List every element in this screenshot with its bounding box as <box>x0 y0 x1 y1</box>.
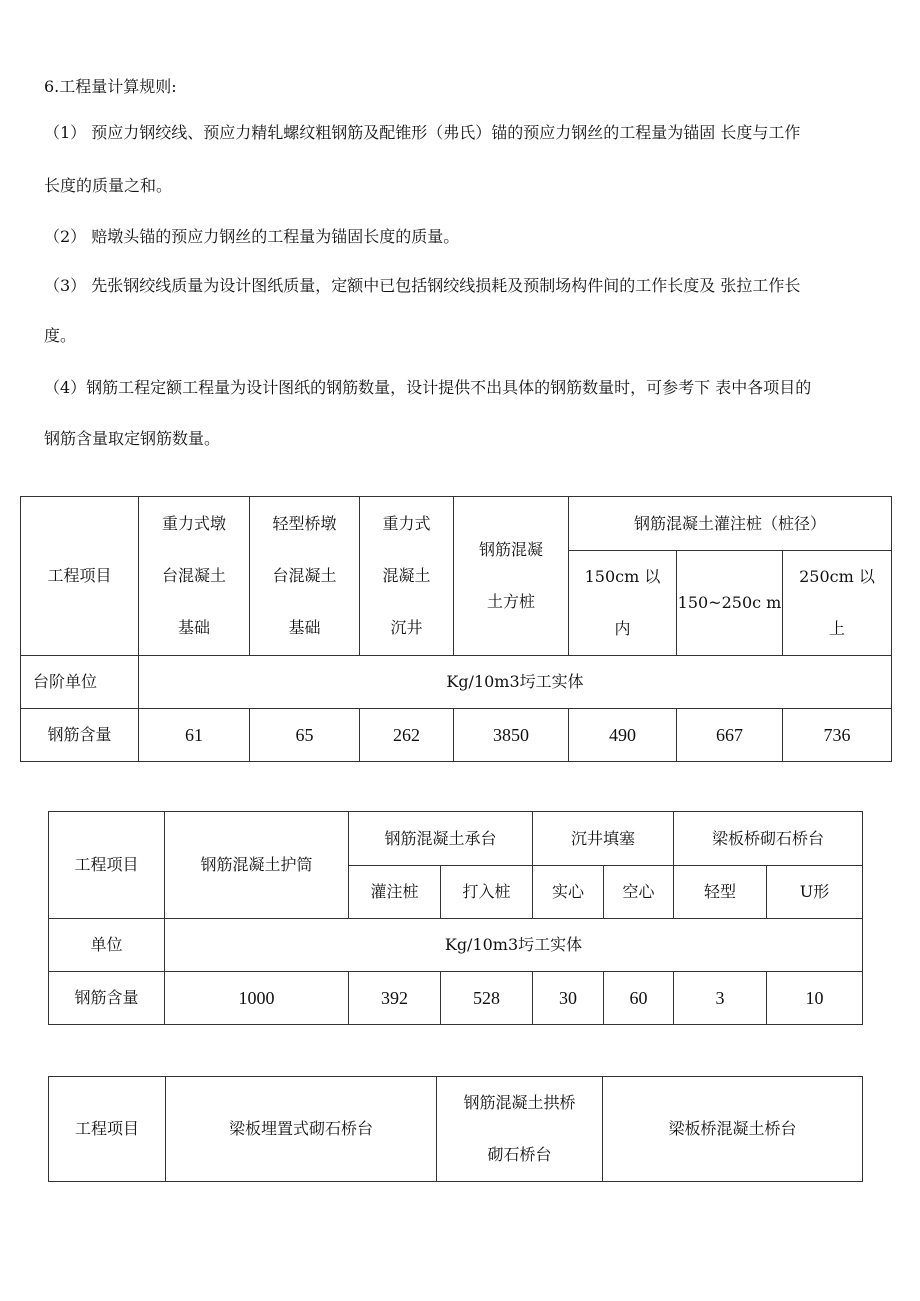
t2-group3-a: 轻型 <box>674 866 767 919</box>
t1-pile1-header: 150cm 以 内 <box>569 551 677 656</box>
t1-col2-header: 轻型桥墩 台混凝土 基础 <box>250 497 360 656</box>
t1-value: 490 <box>569 709 677 762</box>
t2-unit-label: 单位 <box>49 919 165 972</box>
t2-value: 60 <box>604 972 674 1025</box>
t1-value: 736 <box>783 709 892 762</box>
t2-group2-header: 沉井填塞 <box>533 812 674 866</box>
t1-value: 65 <box>250 709 360 762</box>
paragraph-1-line-2: 长度的质量之和。 <box>44 176 173 195</box>
t2-group1-a: 灌注桩 <box>349 866 441 919</box>
t1-pile3-header: 250cm 以 上 <box>783 551 892 656</box>
t1-unit-value: Kg/10m3圬工实体 <box>139 656 892 709</box>
t1-col3-header: 重力式 混凝土 沉井 <box>360 497 454 656</box>
t2-value: 392 <box>349 972 441 1025</box>
rebar-table-2 <box>48 811 863 1025</box>
t2-col1-header: 钢筋混凝土护筒 <box>165 812 349 919</box>
paragraph-3-line-1: （3） 先张钢绞线质量为设计图纸质量，定额中已包括钢绞线损耗及预制场构件间的工作长度及 张拉工作长 <box>44 276 801 295</box>
paragraph-4-line-1: （4）钢筋工程定额工程量为设计图纸的钢筋数量，设计提供不出具体的钢筋数量时，可参考下 表中各项目的 <box>44 378 812 397</box>
t1-col4-header: 钢筋混凝 土方桩 <box>454 497 569 656</box>
t2-group3-b: U形 <box>767 866 863 919</box>
rebar-table-1 <box>20 496 892 762</box>
paragraph-2: （2） 赔墩头锚的预应力钢丝的工程量为锚固长度的质量。 <box>44 227 460 246</box>
t2-content-label: 钢筋含量 <box>49 972 165 1025</box>
paragraph-3-line-2: 度。 <box>44 326 77 345</box>
t2-group2-a: 实心 <box>533 866 604 919</box>
t2-project-header: 工程项目 <box>49 812 165 919</box>
t2-unit-value: Kg/10m3圬工实体 <box>165 919 863 972</box>
t2-value: 3 <box>674 972 767 1025</box>
t2-group2-b: 空心 <box>604 866 674 919</box>
t2-group1-header: 钢筋混凝土承台 <box>349 812 533 866</box>
t1-project-header: 工程项目 <box>21 497 139 656</box>
t2-value: 1000 <box>165 972 349 1025</box>
t2-value: 30 <box>533 972 604 1025</box>
t1-pile2-header: 150~250c m <box>677 551 783 656</box>
t2-value: 528 <box>441 972 533 1025</box>
t2-group3-header: 梁板桥砌石桥台 <box>674 812 863 866</box>
rebar-table-3 <box>48 1076 863 1182</box>
t3-col2-header: 钢筋混凝土拱桥 砌石桥台 <box>437 1077 603 1182</box>
t1-value: 3850 <box>454 709 569 762</box>
t1-value: 61 <box>139 709 250 762</box>
t1-col1-header: 重力式墩 台混凝土 基础 <box>139 497 250 656</box>
section-heading: 6.工程量计算规则: <box>44 77 177 96</box>
t3-col1-header: 梁板埋置式砌石桥台 <box>166 1077 437 1182</box>
t3-project-header: 工程项目 <box>49 1077 166 1182</box>
t1-value: 667 <box>677 709 783 762</box>
paragraph-1-line-1: （1） 预应力钢绞线、预应力精轧螺纹粗钢筋及配锥形（弗氏）锚的预应力钢丝的工程量为锚固 长度与工作 <box>44 123 801 142</box>
t2-value: 10 <box>767 972 863 1025</box>
paragraph-4-line-2: 钢筋含量取定钢筋数量。 <box>44 429 221 448</box>
t1-unit-label: 台阶单位 <box>21 656 139 709</box>
t1-content-label: 钢筋含量 <box>21 709 139 762</box>
t1-pile-group-header: 钢筋混凝土灌注桩（桩径） <box>569 497 892 551</box>
t3-col3-header: 梁板桥混凝土桥台 <box>603 1077 863 1182</box>
t2-group1-b: 打入桩 <box>441 866 533 919</box>
t1-value: 262 <box>360 709 454 762</box>
